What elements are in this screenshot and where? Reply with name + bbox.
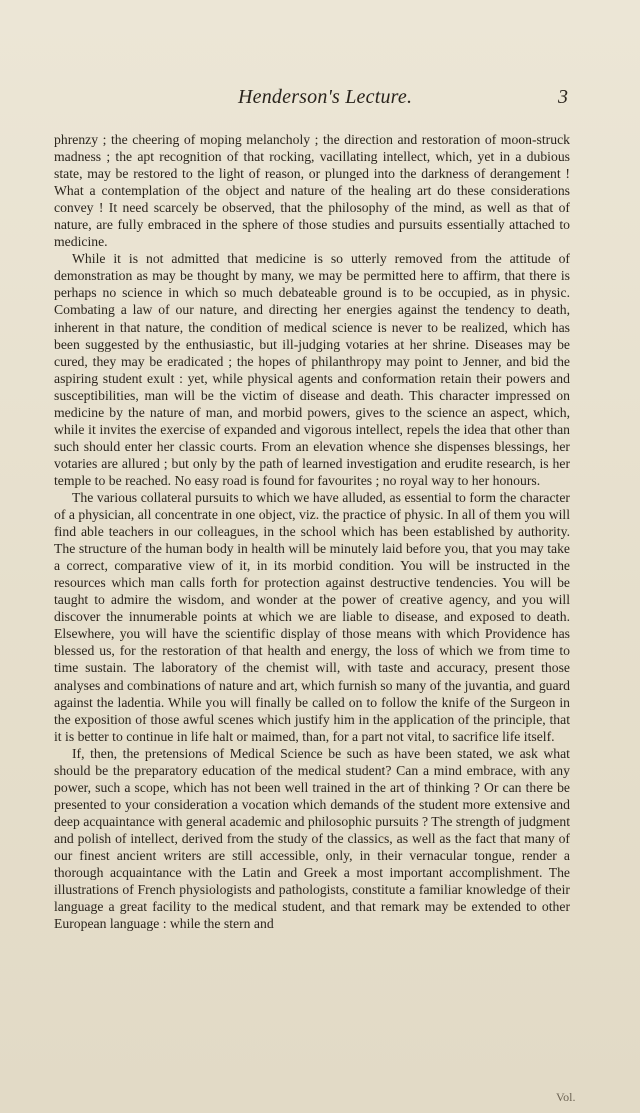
page-header	[0, 86, 640, 116]
signature-mark: Vol.	[556, 1090, 576, 1104]
paragraph: If, then, the pretensions of Medical Science be such as have been stated, we ask what should be the preparatory education of the medical student? Can a mind embrace, with any power, such a scope, which has not been well trained in the art of thinking ? Or can there be presented to your consideration a vocation which demands of the student more extensive and deep acquaintance with general academic and philosophic pursuits ? The strength of judgment and polish of intellect, derived from the study of the classics, as well as the fact that many of our finest ancient writers are still accessible, only, in their vernacular tongue, render a thorough acquaintance with the Latin and Greek a most important accomplishment. The illustrations of French physiologists and pathologists, constitute a familiar knowledge of their language a great facility to the medical student, and that remark may be extended to other European language : while the stern and	[54, 745, 570, 932]
paragraph: phrenzy ; the cheering of moping melancholy ; the direction and restoration of moon-struck madness ; the apt recognition of that rocking, vacillating intellect, which, yet in a dubious state, may be restored to the light of reason, or plunged into the darkness of derangement ! What a contemplation of the object and nature of the healing art do these considerations convey ! It need scarcely be observed, that the philosophy of the mind, as well as that of nature, are fully embraced in the sphere of those studies and pursuits essentially attached to medicine.	[54, 132, 570, 250]
paragraph: While it is not admitted that medicine is so utterly removed from the attitude of demonstration as may be thought by many, we may be permitted here to affirm, that there is perhaps no science in which so much debateable ground is to be occupied, as in physic. Combating a law of our nature, and directing her energies against the tendency to death, inherent in that nature, the condition of medical science is never to be realized, which has been suggested by the enthusiastic, but ill-judging votaries at her shrine. Diseases may be cured, they may be eradicated ; the hopes of philanthropy may point to Jenner, and bid the aspiring student exult : yet, while physical agents and conformation retain their powers and susceptibilities, man will be the victim of disease and death. This character impressed on medicine by the nature of man, and morbid powers, gives to the science an aspect, which, while it invites the exercise of expanded and vigorous intellect, repels the idea that other than such should enter her classic courts. From an elevation whence she dispenses blessings, her votaries are allured ; but only by the path of learned investigation and erudite research, is her temple to be reached. No easy road is found for favourites ; no royal way to her honours.	[54, 251, 570, 488]
page-number: 3	[558, 86, 568, 108]
body-text	[54, 131, 570, 932]
paragraph: The various collateral pursuits to which we have alluded, as essential to form the character of a physician, all concentrate in one object, viz. the practice of physic. In all of them you will find able teachers in our colleagues, in the school which has been established by authority. The structure of the human body in health will be minutely laid before you, that you may take a correct, comparative view of it, in its morbid condition. You will be instructed in the resources which man calls forth for protection against destructive tendencies. You will be taught to admire the wisdom, and wonder at the power of creative agency, and you will discover the innumerable points at which we are liable to disease, and exposed to death. Elsewhere, you will have the scientific display of those means with which Providence has blessed us, for the restoration of that health and energy, the loss of which we from time to time sustain. The laboratory of the chemist will, with taste and accuracy, present those analyses and combinations of nature and art, which furnish so many of the juvantia, and guard against the ladentia. While you will finally be called on to follow the knife of the Surgeon in the exposition of those awful scenes which justify him in the application of the principle, that it is better to continue in life halt or maimed, than, for a part not vital, to sacrifice life itself.	[54, 489, 570, 744]
running-head: Henderson's Lecture.	[238, 86, 413, 108]
